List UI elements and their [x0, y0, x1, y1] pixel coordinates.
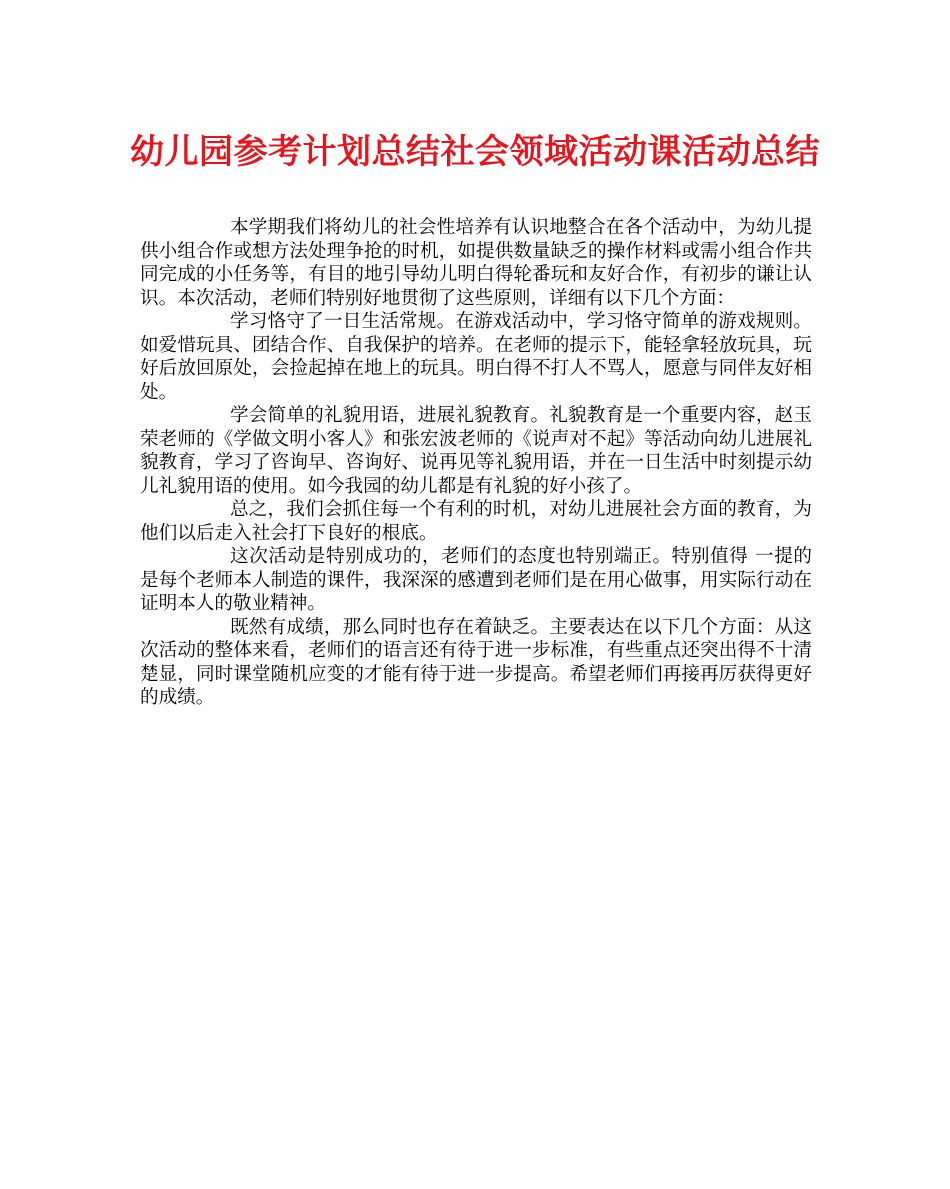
document-title: 幼儿园参考计划总结社会领域活动课活动总结 [130, 132, 820, 172]
paragraph: 学习恪守了一日生活常规。在游戏活动中，学习恪守简单的游戏规则。如爱惜玩具、团结合作、自我保护的培养。在老师的提示下，能轻拿轻放玩具，玩好后放回原处，会捡起掉在地上的玩具。明白得不打人不骂人，愿意与同伴友好相处。 [140, 311, 812, 403]
paragraph: 本学期我们将幼儿的社会性培养有认识地整合在各个活动中，为幼儿提供小组合作或想方法处理争抢的时机，如提供数量缺乏的操作材料或需小组合作共同完成的小任务等，有目的地引导幼儿明白得轮番玩和友好合作，有初步的谦让认识。本次活动，老师们特别好地贯彻了这些原则，详细有以下几个方面： [140, 217, 812, 309]
document-body [140, 216, 812, 710]
paragraph: 总之，我们会抓住每一个有利的时机，对幼儿进展社会方面的教育，为他们以后走入社会打下良好的根底。 [140, 499, 812, 544]
paragraph: 学会简单的礼貌用语，进展礼貌教育。礼貌教育是一个重要内容，赵玉荣老师的《学做文明小客人》和张宏波老师的《说声对不起》等活动向幼儿进展礼貌教育，学习了咨询早、咨询好、说再见等礼貌用语，并在一日生活中时刻提示幼儿礼貌用语的使用。如今我园的幼儿都是有礼貌的好小孩了。 [140, 405, 812, 497]
paragraph: 既然有成绩，那么同时也存在着缺乏。主要表达在以下几个方面：从这次活动的整体来看，老师们的语言还有待于进一步标准，有些重点还突出得不十清楚显，同时课堂随机应变的才能有待于进一步提高。希望老师们再接再厉获得更好的成绩。 [140, 616, 812, 708]
paragraph: 这次活动是特别成功的，老师们的态度也特别端正。特别值得 一提的是每个老师本人制造的课件，我深深的感遭到老师们是在用心做事，用实际行动在证明本人的敬业精神。 [140, 546, 812, 614]
